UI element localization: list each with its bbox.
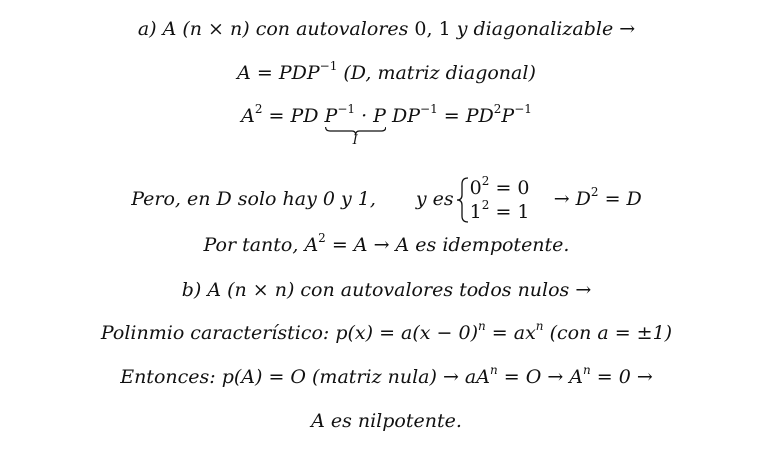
sq-mid-exponent: −1 [420, 101, 438, 116]
pero-text: Pero, en D solo hay 0 y 1, [131, 188, 376, 210]
row-zero-rhs: = 0 [489, 177, 530, 199]
sq-lhs: A [241, 105, 255, 127]
entonces-line [0, 362, 773, 389]
concl-post: = A → A es idempotente. [325, 234, 570, 256]
then-exp2: n [583, 362, 591, 377]
concl-exponent: 2 [318, 230, 326, 245]
row-one-base: 1 [469, 201, 482, 223]
d-squared-end: = D [598, 188, 642, 210]
sq-d-exponent: 2 [493, 101, 502, 116]
then-exp1: n [489, 362, 498, 377]
poly-pre: Polinmio característico: p(x) = a(x − 0) [100, 322, 479, 344]
piecewise-row-one [469, 197, 530, 223]
part-a-heading-pre: a) A (n × n) con autovalores [137, 18, 415, 40]
sq-eq2: = PD [437, 105, 494, 127]
square-equation [0, 101, 773, 148]
identity-underbrace-group [324, 101, 386, 148]
piecewise-block [456, 173, 544, 223]
d-squared-pre: → D [547, 188, 591, 210]
row-one-rhs: = 1 [489, 201, 530, 223]
group-dot-p: · P [355, 105, 386, 127]
poly-exp1: n [478, 318, 486, 333]
sq-eq1: = PD [262, 105, 325, 127]
piecewise-row-zero [469, 173, 530, 199]
part-a-heading-post: y diagonalizable → [450, 18, 636, 40]
then-mid: = O → A [497, 366, 583, 388]
part-a-heading [0, 17, 773, 41]
poly-exp2: n [535, 318, 544, 333]
poly-mid: = ax [485, 322, 536, 344]
eigenvalues-text: 0, 1 [414, 18, 451, 40]
row-zero-exponent: 2 [481, 173, 490, 188]
part-b-heading-text: b) A (n × n) con autovalores todos nulos → [181, 279, 592, 301]
part-b-heading [0, 278, 773, 302]
y-es-text: y es [415, 188, 454, 210]
diag-note: (D, matriz diagonal) [337, 62, 536, 84]
group-p: P [324, 105, 338, 127]
characteristic-polynomial [0, 318, 773, 345]
underbrace-label: I [352, 133, 358, 148]
d-squared-exponent: 2 [590, 184, 599, 199]
sq-mid: DP [385, 105, 421, 127]
poly-post: (con a = ±1) [543, 322, 673, 344]
sq-lhs-exponent: 2 [254, 101, 263, 116]
then-post: = 0 → [590, 366, 653, 388]
diag-lhs: A = PDP [237, 62, 320, 84]
nilpotent-text: A es nilpotente. [311, 410, 462, 432]
diagonalization-equation [0, 58, 773, 85]
concl-pre: Por tanto, A [203, 234, 319, 256]
sq-p2-exponent: −1 [514, 101, 532, 116]
group-p-exponent: −1 [337, 101, 356, 116]
idempotent-conclusion [0, 230, 773, 257]
diag-exponent: −1 [319, 58, 338, 73]
row-zero-base: 0 [469, 177, 482, 199]
row-one-exponent: 2 [481, 197, 490, 212]
sq-p2: P [501, 105, 515, 127]
eigen-observation [0, 173, 773, 223]
left-curly-brace-icon [456, 177, 470, 223]
then-pre: Entonces: p(A) = O (matriz nula) → aA [120, 366, 490, 388]
nilpotent-conclusion [0, 409, 773, 433]
